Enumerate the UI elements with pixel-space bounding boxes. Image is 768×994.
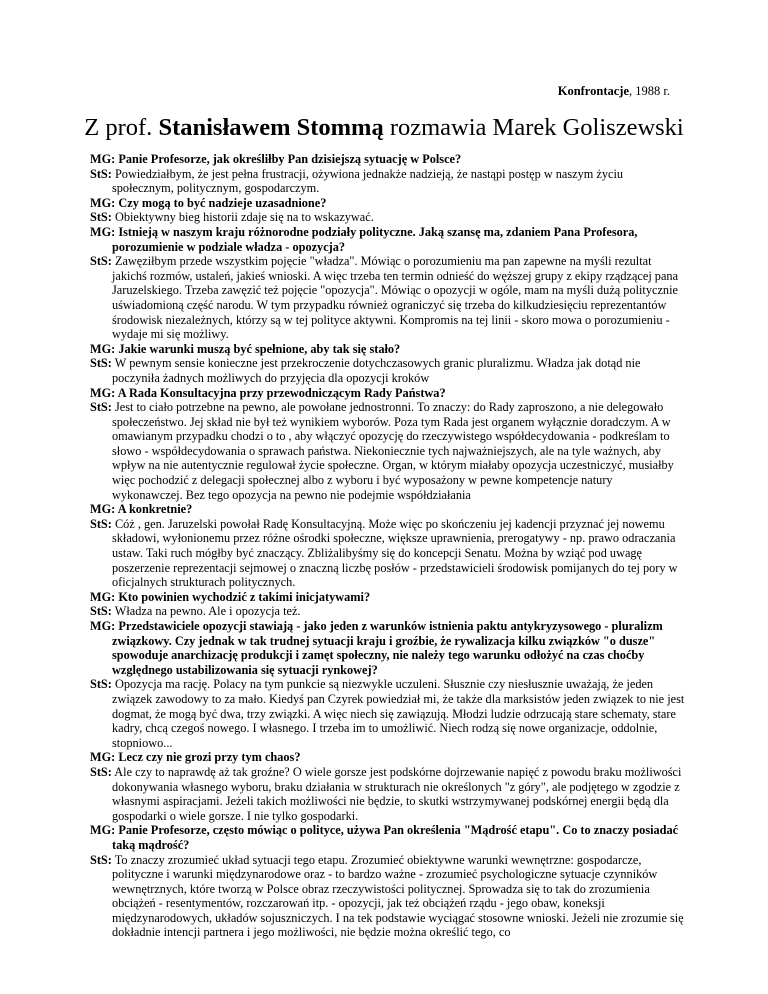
answer-entry	[90, 765, 685, 823]
entry-text: Jest to ciało potrzebne na pewno, ale powołane jednostronni. To znaczy: do Rady zaproszono, a nie delegowało społeczeństwo. Jej skład nie był też wynikiem wyborów. Poza tym Rada jest organem wyłącznie doradczym. A w omawianym przypadku chodzi o to , aby włączyć opozycję do rzeczywistego współdecydowania - podkreślam to słowo - współdecydowania o sprawach państwa. Niekoniecznie tych najważniejszych, ale na tyle ważnych, aby wpływ na nie autentycznie regulował życie społeczne. Organ, w którym miałaby opozycja uczestniczyć, musiałby więc pochodzić z delegacji społecznej albo z wyboru i być wyposażony w pewne kompetencje natury wykonawczej. Bez tego opozycja na pewno nie podejmie współdziałania	[112, 400, 674, 502]
title-prefix: Z prof.	[84, 114, 159, 141]
speaker-label: MG:	[90, 341, 116, 356]
speaker-label: StS:	[90, 254, 112, 269]
entry-text: Władza na pewno. Ale i opozycja też.	[114, 604, 301, 619]
question-entry	[90, 225, 685, 254]
speaker-label: MG:	[90, 750, 116, 765]
question-entry	[90, 152, 685, 167]
speaker-label: MG:	[90, 224, 116, 239]
entry-text: Obiektywny bieg historii zdaje się na to wskazywać.	[114, 210, 374, 225]
answer-entry	[90, 210, 685, 225]
answer-entry	[90, 400, 685, 502]
entry-text: Opozycja ma rację. Polacy na tym punkcie są niezwykle uczuleni. Słusznie czy niesłusznie uważają, że jeden związek zawodowy to za mało. Kiedyś pan Czyrek powiedział mi, że także dla marksistów jeden związek to nie jest dogmat, że mogą być dwa, trzy związki. A więc niech się zawiązują. Młodzi ludzie odrzucają stare schematy, stare kadry, chcą czegoś nowego. I własnego. I trzeba im to umożliwić. Niech rodzą się nowe organizacje, oddolnie, stopniowo...	[112, 677, 685, 750]
question-entry	[90, 386, 685, 401]
source-year: , 1988 r.	[629, 84, 670, 98]
entry-text: Przedstawiciele opozycji stawiają - jako jeden z warunków istnienia paktu antykryzysowego - pluralizm związkowy. Czy jednak w tak trudnej sytuacji kraju i groźbie, że rywalizacja kilku związków "o dusze" spowoduje anarchizację produkcji i zamęt społeczny, nie należy tego warunku odłożyć na czas choćby względnego ustabilizowania się sytuacji rynkowej?	[112, 619, 663, 677]
question-entry	[90, 196, 685, 211]
speaker-label: MG:	[90, 195, 116, 210]
interview-body	[90, 152, 685, 940]
question-entry	[90, 502, 685, 517]
answer-entry	[90, 356, 685, 385]
entry-text: Lecz czy nie grozi przy tym chaos?	[118, 750, 301, 765]
question-entry	[90, 342, 685, 357]
answer-entry	[90, 677, 685, 750]
entry-text: Cóż , gen. Jaruzelski powołał Radę Konsultacyjną. Może więc po skończeniu jej kadencji przyznać jej nowemu składowi, wyłonionemu przez różne ośrodki społeczne, większe uprawnienia, prerogatywy - np. prawo odraczania ustaw. Taki ruch mógłby być znaczący. Zbliżalibyśmy się do koncepcji Senatu. Można by wziąć pod uwagę poszerzenie reprezentacji sejmowej o znaczną liczbę posłów - przedstawicieli środowisk pomijanych do tej pory w oficjalnych strukturach politycznych.	[112, 516, 678, 590]
speaker-label: MG:	[90, 152, 116, 166]
entry-text: Panie Profesorze, często mówiąc o polityce, używa Pan określenia "Mądrość etapu". Co to znaczy posiadać taką mądrość?	[112, 823, 679, 852]
speaker-label: StS:	[90, 604, 112, 619]
entry-text: To znaczy zrozumieć układ sytuacji tego etapu. Zrozumieć obiektywne warunki wewnętrzne: gospodarcze, polityczne i warunki międzynarodowe oraz - to bardzo ważne - zrozumieć psychologiczne sytuacje czynników wewnętrznych, które tworzą w Polsce obraz rzeczywistości politycznej. Sprowadza się to tak do zrozumienia obciążeń - resentymentów, rozczarowań itp. - opozycji, jak też obciążeń rządu - jego obaw, koneksji międzynarodowych, układów sojuszniczych. I na tek podstawie wyciągać stosowne wnioski. Jeżeli nie zrozumie się dokładnie intencji partnera i jego możliwości, nie będzie można określić tego, co	[112, 852, 684, 940]
speaker-label: StS:	[90, 356, 112, 371]
speaker-label: StS:	[90, 677, 112, 692]
entry-text: Powiedziałbym, że jest pełna frustracji, ożywiona jednakże nadzieją, że nastąpi postęp w naszym życiu społecznym, politycznym, gospodarczym.	[112, 166, 624, 196]
entry-text: Jakie warunki muszą być spełnione, aby tak się stało?	[118, 341, 401, 356]
question-entry	[90, 823, 685, 852]
entry-text: Zawęziłbym przede wszystkim pojęcie "władza". Mówiąc o porozumieniu ma pan zapewne na myśli rezultat jakichś rozmów, ustaleń, jakieś wnioski. A więc trzeba ten termin odnieść do węższej grupy z ekipy rządzącej pana Jaruzelskiego. Trzeba zawęzić też pojęcie "opozycja". Mówiąc o opozycji w ogóle, mam na myśli dużą politycznie uświadomioną część narodu. W tym przypadku również ograniczyć się trzeba do kilkudziesięciu reprezentantów środowisk niezależnych, którzy są w tej polityce aktywni. Kompromis na tej linii - skoro mowa o porozumieniu - wydaje mi się możliwy.	[112, 254, 679, 342]
answer-entry	[90, 517, 685, 590]
title-name: Stanisławem Stommą	[158, 114, 384, 141]
question-entry	[90, 590, 685, 605]
entry-text: A Rada Konsultacyjna przy przewodniczącym Rady Państwa?	[117, 385, 446, 400]
question-entry	[90, 619, 685, 677]
speaker-label: MG:	[90, 502, 116, 517]
question-entry	[90, 750, 685, 765]
answer-entry	[90, 254, 685, 342]
entry-text: Ale czy to naprawdę aż tak groźne? O wiele gorsze jest podskórne dojrzewanie napięć z powodu braku możliwości dokonywania własnego wyboru, braku działania w strukturach nie określonych "z góry", ale podjętego w zgodzie z własnymi aspiracjami. Jeżeli takich możliwości nie będzie, to skutki wstrzymywanej podskórnej energii będą dla gospodarki o wiele gorsze. I nie tylko gospodarki.	[112, 764, 682, 823]
speaker-label: MG:	[90, 385, 116, 400]
speaker-label: StS:	[90, 764, 112, 779]
entry-text: W pewnym sensie konieczne jest przekroczenie dotychczasowych granic pluralizmu. Władza jak dotąd nie poczyniła żadnych możliwych do przyjęcia dla opozycji kroków	[112, 356, 641, 385]
entry-text: Kto powinien wychodzić z takimi inicjatywami?	[118, 589, 371, 604]
speaker-label: StS:	[90, 400, 112, 415]
entry-text: A konkretnie?	[117, 502, 193, 517]
source-name: Konfrontacje	[557, 84, 630, 98]
speaker-label: StS:	[90, 852, 112, 867]
speaker-label: StS:	[90, 516, 112, 531]
title-suffix: rozmawia Marek Goliszewski	[383, 114, 684, 141]
entry-text: Panie Profesorze, jak określiłby Pan dzisiejszą sytuację w Polsce?	[118, 152, 462, 166]
speaker-label: MG:	[90, 589, 116, 604]
page-title	[0, 113, 768, 143]
source-line	[558, 84, 670, 99]
speaker-label: MG:	[90, 823, 116, 838]
entry-text: Czy mogą to być nadzieje uzasadnione?	[118, 195, 327, 210]
answer-entry	[90, 604, 685, 619]
entry-text: Istnieją w naszym kraju różnorodne podziały polityczne. Jaką szansę ma, zdaniem Pana Profesora, porozumienie w podziale władza - opozycja?	[112, 224, 638, 254]
speaker-label: StS:	[90, 210, 112, 225]
speaker-label: MG:	[90, 619, 116, 633]
answer-entry	[90, 167, 685, 196]
answer-entry	[90, 853, 685, 941]
speaker-label: StS:	[90, 166, 112, 181]
